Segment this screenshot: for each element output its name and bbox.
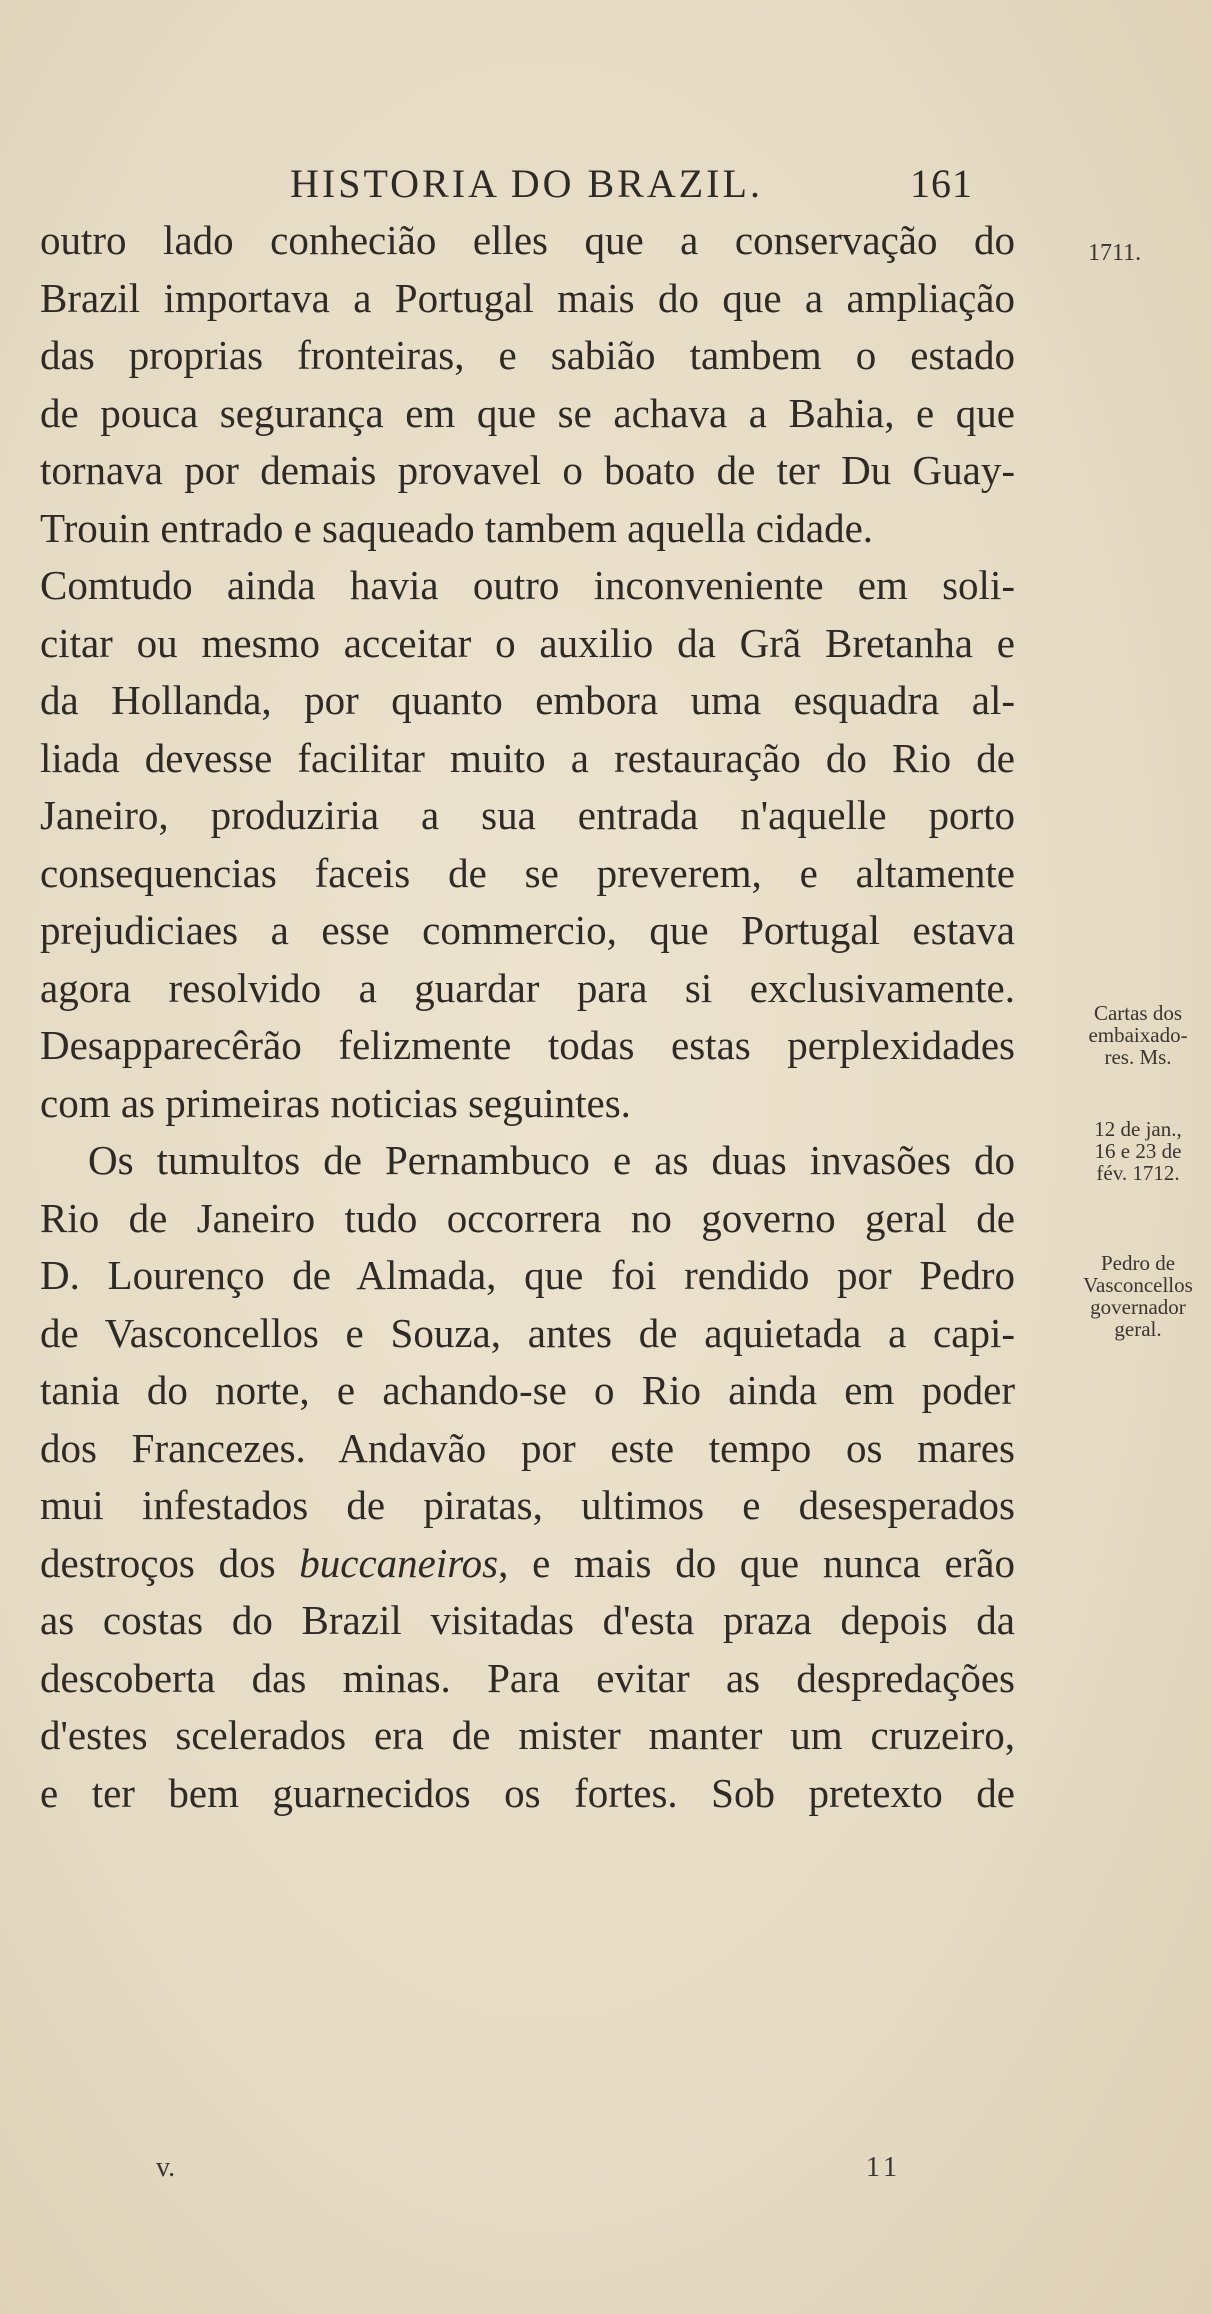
margin-note-line: Vasconcellos xyxy=(1083,1273,1193,1297)
margin-note-line: Pedro de xyxy=(1100,1251,1176,1275)
text-line: d'estes scelerados era de mister manter um cruzeiro, xyxy=(40,1712,1015,1758)
text-line: prejudiciaes a esse commercio, que Portugal estava xyxy=(40,907,1015,953)
margin-note-cartas xyxy=(1078,1002,1198,1068)
text-line: da Hollanda, por quanto embora uma esquadra al- xyxy=(40,677,1015,723)
text-line: Janeiro, produziria a sua entrada n'aquelle porto xyxy=(40,792,1015,838)
text-line: Desapparecêrão felizmente todas estas perplexidades xyxy=(40,1022,1015,1068)
text-line: citar ou mesmo acceitar o auxilio da Grã Bretanha e xyxy=(40,619,1015,666)
margin-note-line: Cartas dos xyxy=(1093,1001,1183,1025)
text-line: consequencias faceis de se preverem, e altamente xyxy=(40,849,1015,896)
text-line: liada devesse facilitar muito a restauração do Rio de xyxy=(40,734,1015,781)
text-line: outro lado conhecião elles que a conservação do xyxy=(40,217,1015,263)
text-line: Trouin entrado e saqueado tambem aquella cidade. xyxy=(40,504,874,551)
italic-word: buccaneiros xyxy=(299,1539,499,1586)
margin-year-note: 1711. xyxy=(1088,240,1142,266)
text-line: de pouca segurança em que se achava a Bahia, e que xyxy=(40,389,1015,436)
text-line: das proprias fronteiras, e sabião tambem o estado xyxy=(40,332,1015,378)
text-line: de Vasconcellos e Souza, antes de aquietada a capi- xyxy=(40,1309,1015,1356)
text-line: Rio de Janeiro tudo occorrera no governo geral de xyxy=(40,1194,1015,1241)
running-head-title: HISTORIA DO BRAZIL. xyxy=(290,161,763,206)
text-line: Brazil importava a Portugal mais do que a ampliação xyxy=(40,274,1015,321)
margin-note-line: 16 e 23 de xyxy=(1094,1139,1182,1163)
text-line: D. Lourenço de Almada, que foi rendido por Pedro xyxy=(40,1252,1015,1298)
page-number: 161 xyxy=(910,161,973,206)
margin-note-dates xyxy=(1078,1118,1198,1184)
text-line: agora resolvido a guardar para si exclusivamente. xyxy=(40,964,1015,1011)
text-line: e ter bem guarnecidos os fortes. Sob pretexto de xyxy=(40,1769,1015,1816)
margin-note-line: 12 de jan., xyxy=(1094,1117,1182,1141)
text-line: mui infestados de piratas, ultimos e desesperados xyxy=(40,1482,1015,1528)
text-line: tania do norte, e achando-se o Rio ainda em poder xyxy=(40,1367,1015,1413)
text-fragment: , e mais do que nunca erão xyxy=(498,1539,1016,1586)
text-line: as costas do Brazil visitadas d'esta praza depois da xyxy=(40,1597,1015,1643)
sheet-signature: 11 xyxy=(866,2152,901,2183)
margin-note-pedro xyxy=(1078,1252,1198,1340)
margin-note-line: governador xyxy=(1090,1295,1186,1319)
text-line: descoberta das minas. Para evitar as despredações xyxy=(40,1654,1015,1701)
text-line: dos Francezes. Andavão por este tempo os mares xyxy=(40,1424,1015,1471)
margin-note-line: res. Ms. xyxy=(1104,1045,1172,1069)
text-line: Comtudo ainda havia outro inconveniente em soli- xyxy=(40,562,1015,608)
text-line: com as primeiras noticias seguintes. xyxy=(40,1079,631,1126)
margin-note-line: geral. xyxy=(1114,1317,1162,1341)
text-fragment: destroços dos xyxy=(40,1539,300,1586)
body-text xyxy=(40,212,1015,1822)
volume-signature: v. xyxy=(156,2152,176,2183)
text-line: tornava por demais provavel o boato de ter Du Guay- xyxy=(40,447,1015,493)
text-line-buccaneers xyxy=(40,1535,1015,1593)
margin-note-line: fév. 1712. xyxy=(1096,1161,1180,1185)
margin-note-line: embaixado- xyxy=(1088,1023,1188,1047)
text-line: Os tumultos de Pernambuco e as duas invasões do xyxy=(88,1137,1015,1183)
